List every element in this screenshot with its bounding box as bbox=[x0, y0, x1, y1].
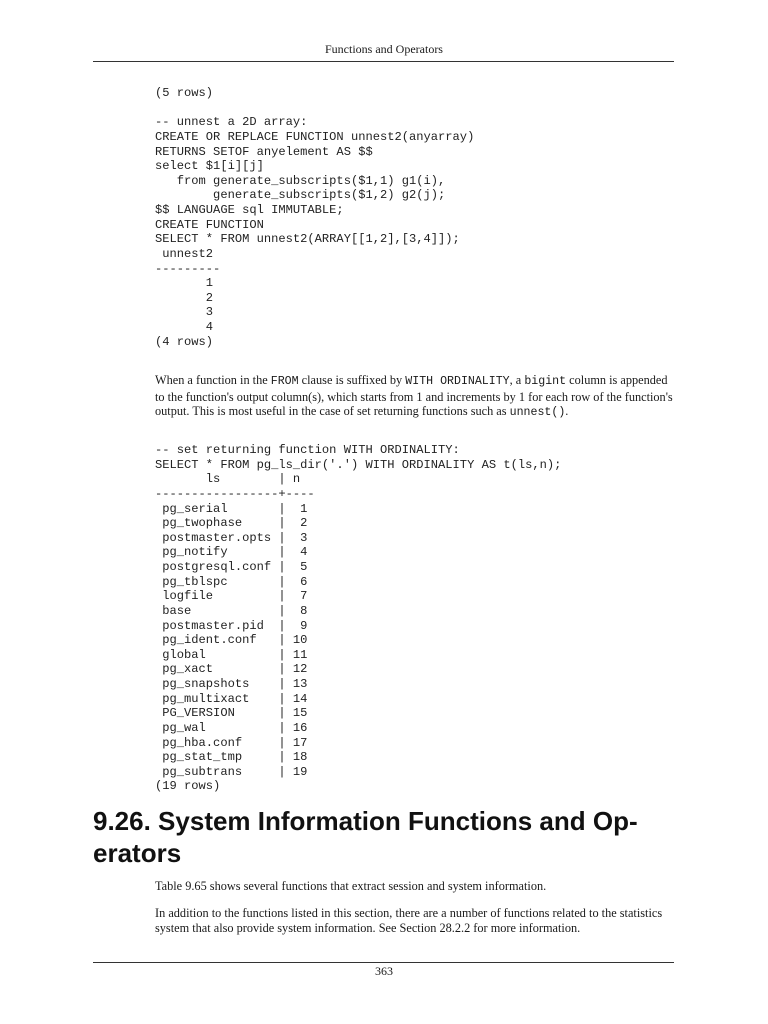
code-line: CREATE FUNCTION bbox=[155, 217, 264, 232]
code-line: generate_subscripts($1,2) g2(j); bbox=[155, 188, 446, 203]
code-line: pg_stat_tmp | 18 bbox=[155, 750, 308, 765]
code-line: CREATE OR REPLACE FUNCTION unnest2(anyarray) bbox=[155, 129, 475, 144]
inline-code-from: FROM bbox=[270, 375, 299, 388]
code-line: from generate_subscripts($1,1) g1(i), bbox=[155, 173, 446, 188]
code-line: pg_serial | 1 bbox=[155, 501, 308, 516]
code-line: RETURNS SETOF anyelement AS $$ bbox=[155, 144, 373, 159]
code-line: select $1[i][j] bbox=[155, 159, 264, 174]
code-line: (19 rows) bbox=[155, 779, 221, 794]
inline-code-bigint: bigint bbox=[524, 375, 567, 388]
code-line: logfile | 7 bbox=[155, 589, 308, 604]
code-line: postmaster.pid | 9 bbox=[155, 618, 308, 633]
code-line: pg_wal | 16 bbox=[155, 720, 308, 735]
code-line: pg_snapshots | 13 bbox=[155, 677, 308, 691]
section-statistics-paragraph: In addition to the functions listed in this section, there are a number of functions related to the statistics system that also provide system information. See Section 28.2.2 for more information. bbox=[155, 906, 663, 935]
code-line: base | 8 bbox=[155, 603, 308, 618]
code-line: -- unnest a 2D array: bbox=[155, 115, 308, 130]
code-line: pg_multixact | 14 bbox=[155, 691, 308, 706]
code-line: pg_twophase | 2 bbox=[155, 516, 308, 531]
code-line: pg_ident.conf | 10 bbox=[155, 633, 308, 648]
code-line: 1 bbox=[155, 276, 214, 291]
code-line: pg_xact | 12 bbox=[155, 662, 308, 677]
code-line: (5 rows) bbox=[155, 86, 214, 100]
code-line: -- set returning function WITH ORDINALITY: bbox=[155, 443, 460, 457]
code-line: pg_tblspc | 6 bbox=[155, 574, 308, 589]
code-line: pg_subtrans | 19 bbox=[155, 764, 308, 779]
section-heading: 9.26. System Information Functions and Op- erators bbox=[93, 806, 638, 868]
code-line: unnest2 bbox=[155, 246, 214, 261]
code-line: PG_VERSION | 15 bbox=[155, 706, 308, 721]
page-number: 363 bbox=[375, 964, 393, 978]
inline-code-unnest: unnest() bbox=[509, 406, 566, 420]
code-line: ls | n bbox=[155, 472, 301, 487]
running-header: Functions and Operators bbox=[325, 42, 443, 56]
code-line: postmaster.opts | 3 bbox=[155, 530, 308, 545]
code-line: SELECT * FROM pg_ls_dir('.') WITH ORDINALITY AS t(ls,n); bbox=[155, 457, 562, 472]
code-line: --------- bbox=[155, 261, 221, 276]
code-line: pg_notify | 4 bbox=[155, 545, 308, 560]
code-line: 3 bbox=[155, 305, 214, 320]
header-rule bbox=[93, 61, 674, 62]
code-line: SELECT * FROM unnest2(ARRAY[[1,2],[3,4]]); bbox=[155, 232, 460, 247]
section-intro-paragraph: Table 9.65 shows several functions that extract session and system information. bbox=[155, 879, 547, 893]
code-line: 4 bbox=[155, 320, 214, 334]
code-line: $$ LANGUAGE sql IMMUTABLE; bbox=[155, 203, 344, 217]
code-block-with-ordinality bbox=[155, 443, 561, 794]
code-line: postgresql.conf | 5 bbox=[155, 560, 308, 574]
code-line: 2 bbox=[155, 290, 214, 305]
ordinality-paragraph: When a function in the FROM clause is suffixed by WITH ORDINALITY, a bigint column is appended to the function's output column(s), which starts from 1 and increments by 1 for each row of the function's output. This is most useful in the case of set returning functions such as unnest(). bbox=[155, 373, 673, 420]
inline-code-with-ordinality: WITH ORDINALITY bbox=[405, 375, 510, 388]
code-line: global | 11 bbox=[155, 647, 308, 662]
code-line: pg_hba.conf | 17 bbox=[155, 735, 308, 750]
code-line: -----------------+---- bbox=[155, 486, 315, 501]
code-block-unnest2 bbox=[155, 86, 474, 349]
code-line: (4 rows) bbox=[155, 334, 214, 349]
